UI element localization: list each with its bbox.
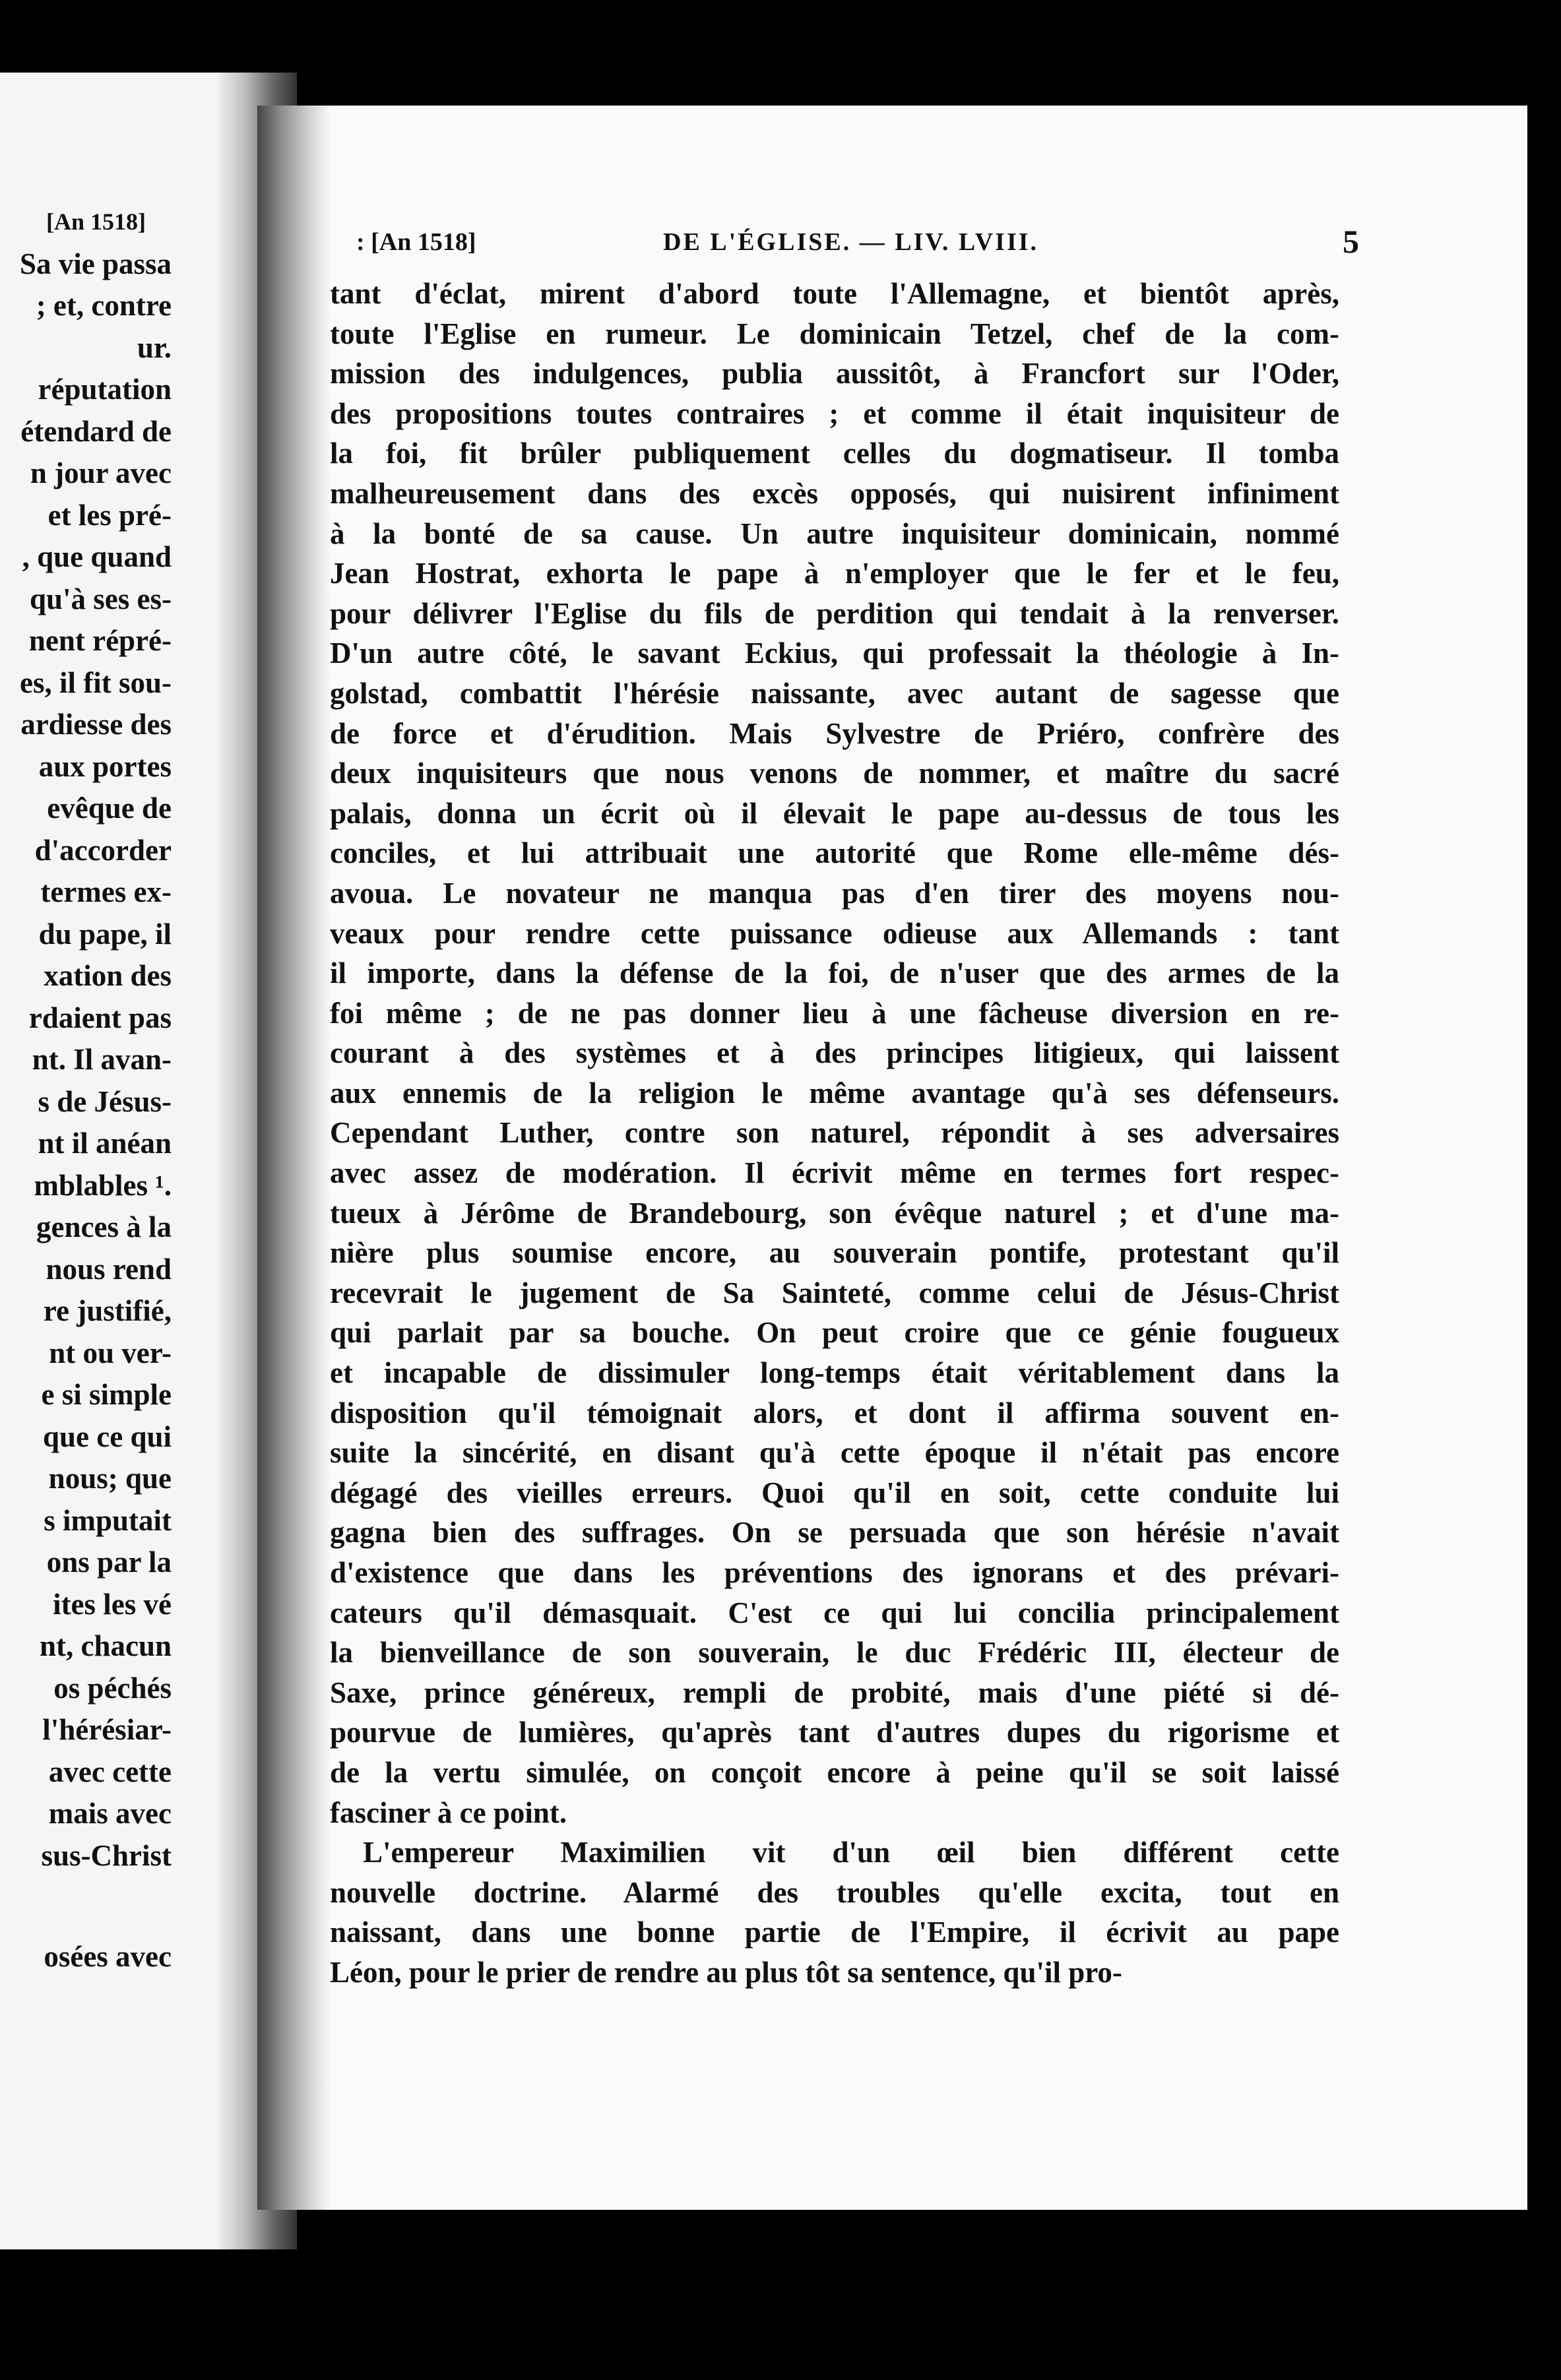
facing-page-running-head: [An 1518]	[46, 208, 146, 235]
facing-page-line: nous rend	[46, 1252, 172, 1286]
text-line: naissant, dans une bonne partie de l'Empire, il écrivit au pape	[330, 1916, 1339, 1949]
text-line: malheureusement dans des excès opposés, qui nuisirent infiniment	[330, 476, 1339, 510]
text-line: D'un autre côté, le savant Eckius, qui professait la théologie à In-	[330, 637, 1339, 670]
text-line: qui parlait par sa bouche. On peut croire que ce génie fougueux	[330, 1316, 1339, 1350]
running-head	[356, 223, 1359, 267]
text-line: et incapable de dissimuler long-temps était véritablement dans la	[330, 1356, 1339, 1390]
facing-page-text	[0, 201, 172, 1877]
facing-page-line: xation des	[44, 959, 172, 992]
text-line: deux inquisiteurs que nous venons de nommer, et maître du sacré	[330, 757, 1339, 790]
text-line: recevrait le jugement de Sa Sainteté, comme celui de Jésus-Christ	[330, 1276, 1339, 1309]
text-line: la bienveillance de son souverain, le duc Frédéric III, électeur de	[330, 1636, 1339, 1670]
facing-page-line: étendard de	[20, 414, 172, 448]
facing-page-line: réputation	[38, 373, 172, 406]
facing-page-line: n jour avec	[30, 456, 172, 489]
text-line: tant d'éclat, mirent d'abord toute l'Allemagne, et bientôt après,	[330, 277, 1339, 310]
facing-page-line: s de Jésus-	[38, 1084, 172, 1118]
text-line: Léon, pour le prier de rendre au plus tôt sa sentence, qu'il pro-	[330, 1955, 1122, 1989]
text-line: courant à des systèmes et à des principes litigieux, qui laissent	[330, 1036, 1339, 1070]
text-line: fasciner à ce point.	[330, 1796, 567, 1829]
text-line: la foi, fit brûler publiquement celles du dogmatiseur. Il tomba	[330, 437, 1339, 470]
facing-page-spacer	[0, 201, 172, 243]
facing-page-line: l'hérésiar-	[42, 1713, 172, 1746]
facing-page-line: os péchés	[53, 1671, 172, 1705]
text-line: de la vertu simulée, on conçoit encore à peine qu'il se soit laissé	[330, 1755, 1339, 1789]
facing-page-line: , que quand	[22, 540, 172, 573]
facing-page-line: es, il fit sou-	[20, 666, 172, 699]
facing-page-line: nent répré-	[28, 624, 172, 657]
facing-page-line: d'accorder	[34, 833, 172, 867]
facing-page-line: rdaient pas	[28, 1001, 172, 1034]
facing-page-line: ardiesse des	[20, 708, 172, 741]
facing-page-line: sus-Christ	[41, 1838, 172, 1872]
facing-page-line: s imputait	[44, 1503, 172, 1537]
facing-page-tail: osées avec	[44, 1940, 172, 1973]
text-line: cateurs qu'il démasquait. C'est ce qui lui concilia principalement	[330, 1596, 1339, 1629]
facing-page-line: ; et, contre	[36, 289, 172, 322]
text-line: à la bonté de sa cause. Un autre inquisiteur dominicain, nommé	[330, 517, 1339, 550]
running-head-date: : [An 1518]	[356, 228, 476, 256]
facing-page-line: avec cette	[48, 1755, 172, 1788]
facing-page-line: Sa vie passa	[19, 247, 172, 280]
facing-page-line: ur.	[137, 330, 172, 364]
text-line: des propositions toutes contraires ; et comme il était inquisiteur de	[330, 396, 1339, 430]
body-text	[330, 274, 1339, 1993]
text-line: gagna bien des suffrages. On se persuada que son hérésie n'avait	[330, 1516, 1339, 1550]
text-line: aux ennemis de la religion le même avantage qu'à ses défenseurs.	[330, 1076, 1339, 1110]
facing-page-line: et les pré-	[48, 498, 172, 532]
facing-page-line: aux portes	[38, 749, 172, 783]
facing-page-line: ons par la	[46, 1546, 172, 1579]
text-line: nouvelle doctrine. Alarmé des troubles qu'elle excita, tout en	[330, 1875, 1339, 1909]
text-line: Saxe, prince généreux, rempli de probité, mais d'une piété si dé-	[330, 1675, 1339, 1709]
text-line: mission des indulgences, publia aussitôt, à Francfort sur l'Oder,	[330, 357, 1339, 391]
text-line: foi même ; de ne pas donner lieu à une fâcheuse diversion en re-	[330, 996, 1339, 1030]
facing-page-line: mblables ¹.	[34, 1168, 172, 1202]
text-line: toute l'Eglise en rumeur. Le dominicain Tetzel, chef de la com-	[330, 317, 1339, 350]
text-line: nière plus soumise encore, au souverain pontife, protestant qu'il	[330, 1236, 1339, 1270]
facing-page-line: re justifié,	[43, 1294, 172, 1327]
facing-page-line: nous; que	[48, 1462, 172, 1495]
running-head-title: DE L'ÉGLISE. — LIV. LVIII.	[663, 228, 1039, 256]
facing-page-line: nt ou ver-	[49, 1336, 172, 1369]
binding-gutter	[257, 106, 330, 2210]
text-line: palais, donna un écrit où il élevait le pape au-dessus de tous les	[330, 796, 1339, 830]
text-line: tueux à Jérôme de Brandebourg, son évêque naturel ; et d'une ma-	[330, 1196, 1339, 1230]
text-line: L'empereur Maximilien vit d'un œil bien différent cette	[363, 1836, 1339, 1869]
facing-page-line: e si simple	[41, 1378, 172, 1411]
text-line: dégagé des vieilles erreurs. Quoi qu'il en soit, cette conduite lui	[330, 1476, 1339, 1509]
text-line: conciles, et lui attribuait une autorité que Rome elle-même dés-	[330, 836, 1339, 870]
text-line: Jean Hostrat, exhorta le pape à n'employer que le fer et le feu,	[330, 557, 1339, 590]
facing-page-line: termes ex-	[40, 875, 172, 908]
facing-page-line: du pape, il	[38, 917, 172, 951]
text-line: pourvue de lumières, qu'après tant d'autres dupes du rigorisme et	[330, 1716, 1339, 1749]
text-line: veaux pour rendre cette puissance odieuse aux Allemands : tant	[330, 916, 1339, 950]
text-line: avoua. Le novateur ne manqua pas d'en tirer des moyens nou-	[330, 876, 1339, 910]
text-line: avec assez de modération. Il écrivit même en termes fort respec-	[330, 1156, 1339, 1190]
facing-page-line: qu'à ses es-	[29, 582, 172, 615]
text-line: Cependant Luther, contre son naturel, répondit à ses adversaires	[330, 1116, 1339, 1150]
facing-page-line: nt, chacun	[39, 1629, 172, 1662]
facing-page-line: nt. Il avan-	[32, 1043, 172, 1076]
facing-page-line: mais avec	[48, 1797, 172, 1830]
page-number: 5	[1343, 223, 1359, 260]
facing-page-line: ites les vé	[53, 1587, 172, 1621]
facing-page-line: nt il anéan	[38, 1127, 172, 1160]
facing-page-line: que ce qui	[42, 1420, 172, 1453]
text-line: suite la sincérité, en disant qu'à cette époque il n'était pas encore	[330, 1436, 1339, 1470]
text-line: il importe, dans la défense de la foi, de n'user que des armes de la	[330, 956, 1339, 990]
text-line: pour délivrer l'Eglise du fils de perdition qui tendait à la renverser.	[330, 596, 1339, 630]
text-line: golstad, combattit l'hérésie naissante, avec autant de sagesse que	[330, 676, 1339, 710]
text-line: d'existence que dans les préventions des ignorans et des prévari-	[330, 1556, 1339, 1589]
facing-page-line: gences à la	[36, 1210, 172, 1243]
facing-page-line: evêque de	[47, 792, 172, 825]
text-line: disposition qu'il témoignait alors, et dont il affirma souvent en-	[330, 1396, 1339, 1429]
text-line: de force et d'érudition. Mais Sylvestre de Priéro, confrère des	[330, 716, 1339, 750]
